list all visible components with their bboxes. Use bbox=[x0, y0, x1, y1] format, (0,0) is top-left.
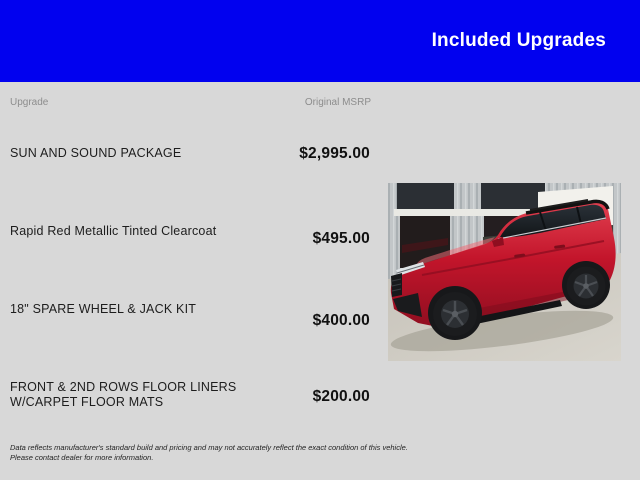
red-suv-illustration bbox=[388, 183, 621, 361]
disclaimer-line-1: Data reflects manufacturer's standard build and pricing and may not accurately reflect the exact condition of this vehicle. bbox=[10, 443, 408, 452]
upgrade-name: 18" SPARE WHEEL & JACK KIT bbox=[10, 302, 197, 316]
table-column-headers bbox=[10, 97, 371, 108]
vehicle-photo bbox=[388, 183, 621, 361]
upgrade-name: FRONT & 2ND ROWS FLOOR LINERS W/CARPET FLOOR MATS bbox=[10, 380, 237, 409]
column-header-upgrade: Upgrade bbox=[10, 97, 49, 108]
upgrade-price: $2,995.00 bbox=[299, 145, 370, 162]
page-header bbox=[0, 0, 640, 82]
upgrade-name: Rapid Red Metallic Tinted Clearcoat bbox=[10, 224, 217, 238]
upgrade-name: SUN AND SOUND PACKAGE bbox=[10, 146, 182, 160]
disclaimer-line-2: Please contact dealer for more information. bbox=[10, 453, 154, 462]
upgrade-price: $495.00 bbox=[312, 230, 370, 247]
upgrade-price: $400.00 bbox=[312, 312, 370, 329]
page-title: Included Upgrades bbox=[431, 30, 606, 51]
upgrade-price: $200.00 bbox=[312, 388, 370, 405]
disclaimer bbox=[10, 443, 610, 463]
column-header-msrp: Original MSRP bbox=[304, 97, 371, 108]
